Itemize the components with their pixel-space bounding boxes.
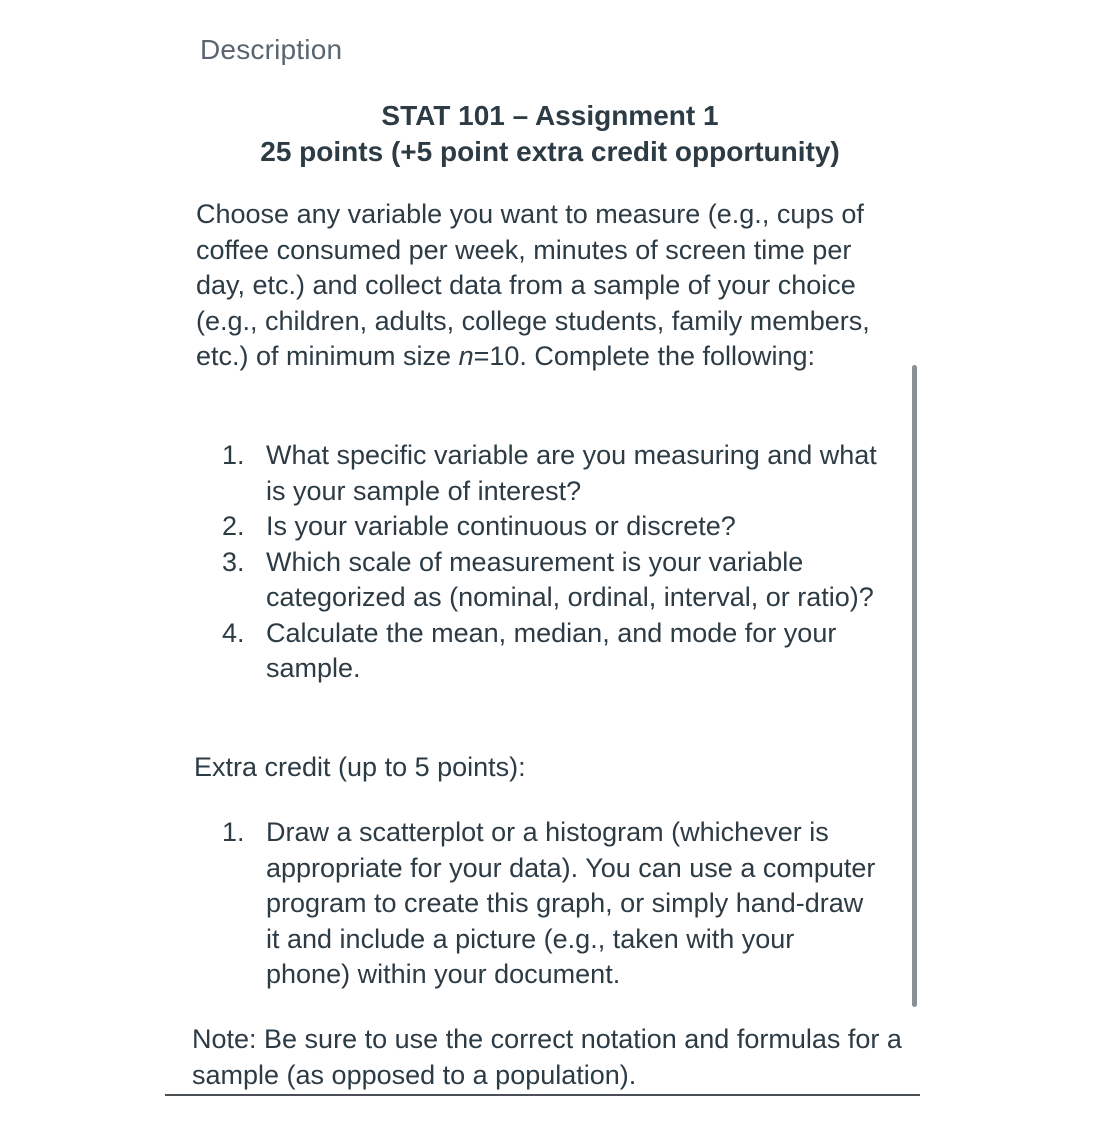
- note-paragraph: Note: Be sure to use the correct notation and formulas for a sample (as opposed to a population).: [192, 1024, 902, 1090]
- section-label: Description: [200, 34, 343, 65]
- question-item: [222, 545, 882, 616]
- question-item: [222, 509, 882, 545]
- question-number: 3.: [222, 546, 245, 577]
- extra-credit-heading: Extra credit (up to 5 points):: [194, 752, 526, 782]
- question-text: What specific variable are you measuring and what is your sample of interest?: [266, 440, 877, 506]
- question-number: 1.: [222, 440, 245, 470]
- extra-credit-list: [222, 815, 882, 993]
- extra-credit-item: [222, 815, 882, 993]
- title-line-points: 25 points (+5 point extra credit opportunity): [260, 136, 840, 167]
- bottom-divider: [165, 1094, 920, 1096]
- question-text: Which scale of measurement is your variable categorized as (nominal, ordinal, interval, or ratio)?: [266, 546, 874, 612]
- question-text: Is your variable continuous or discrete?: [266, 511, 736, 541]
- assignment-title: [200, 98, 900, 170]
- question-number: 2.: [222, 511, 245, 541]
- vertical-scrollbar-thumb[interactable]: [912, 365, 917, 1007]
- intro-paragraph: [196, 197, 896, 375]
- question-text: Calculate the mean, median, and mode for your sample.: [266, 617, 837, 683]
- intro-text-start: Choose any variable you want to measure (e.g., cups of coffee consumed per week, minutes of screen time per day, etc.) and collect data from a sample of your choice (e.g., children, adults, college students, family members, etc.) of minimum size: [196, 199, 870, 371]
- question-item: [222, 438, 882, 509]
- intro-text-end: =10. Complete the following:: [473, 341, 816, 371]
- extra-credit-number: 1.: [222, 817, 245, 847]
- title-line-course: STAT 101 – Assignment 1: [381, 100, 719, 131]
- sample-size-symbol: n: [458, 341, 474, 371]
- question-number: 4.: [222, 617, 245, 648]
- extra-credit-text: Draw a scatterplot or a histogram (whichever is appropriate for your data). You can use a computer program to create this graph, or simply hand-draw it and include a picture (e.g., taken with your phone) within your document.: [266, 817, 876, 989]
- question-list: [222, 438, 882, 687]
- question-item: [222, 616, 882, 687]
